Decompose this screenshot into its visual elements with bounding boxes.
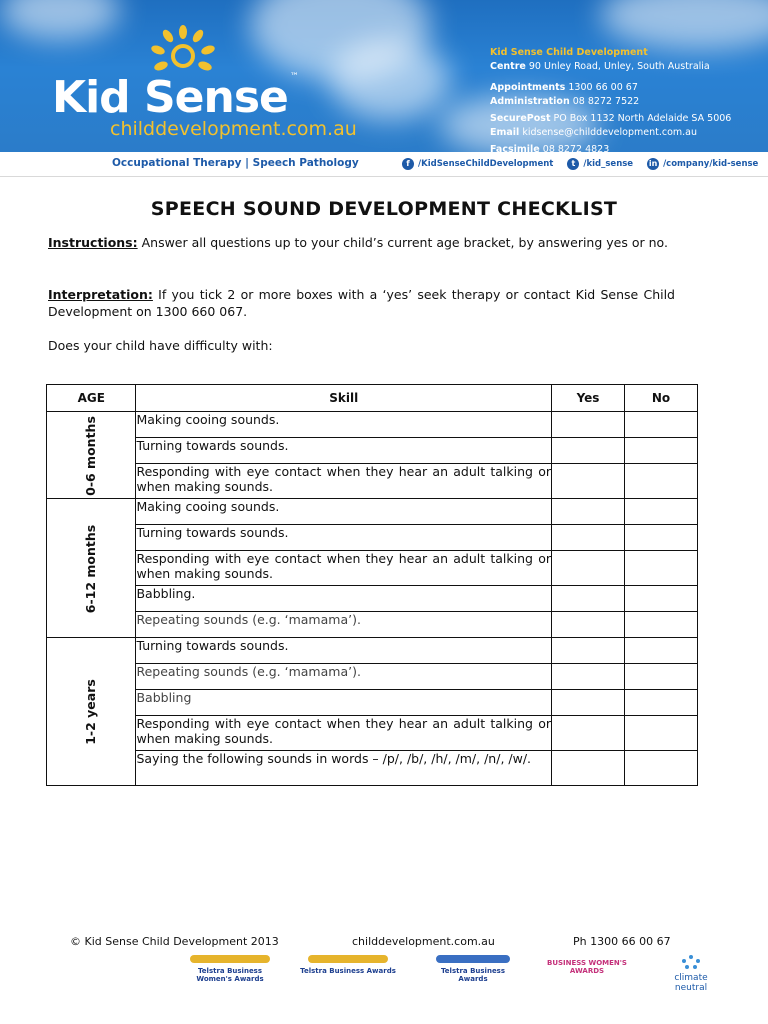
yes-checkbox-cell[interactable] [552, 612, 625, 638]
linkedin-link[interactable]: /company/kid-sense [663, 159, 759, 169]
skill-cell: Making cooing sounds. [136, 499, 552, 525]
skill-cell: Babbling [136, 690, 552, 716]
skill-cell: Responding with eye contact when they hear an adult talking or when making sounds. [136, 716, 552, 751]
checklist-table [46, 384, 698, 786]
no-checkbox-cell[interactable] [625, 612, 698, 638]
yes-checkbox-cell[interactable] [552, 438, 625, 464]
footer-website: childdevelopment.com.au [352, 935, 495, 948]
skill-cell: Saying the following sounds in words – /p/, /b/, /h/, /m/, /n/, /w/. [136, 751, 552, 786]
securepost-line: SecurePost PO Box 1132 North Adelaide SA 5006 [490, 113, 732, 124]
skill-cell: Repeating sounds (e.g. ‘mamama’). [136, 664, 552, 690]
skill-cell: Turning towards sounds. [136, 525, 552, 551]
yes-checkbox-cell[interactable] [552, 638, 625, 664]
cloud-decoration [0, 0, 120, 40]
header-banner [0, 0, 768, 152]
age-cell: 1-2 years [47, 638, 136, 786]
skill-cell: Repeating sounds (e.g. ‘mamama’). [136, 612, 552, 638]
contact-block [490, 46, 731, 152]
footer-copyright: © Kid Sense Child Development 2013 [70, 935, 279, 948]
question-text: Does your child have difficulty with: [48, 338, 273, 353]
services-label: Occupational Therapy | Speech Pathology [112, 157, 359, 169]
table-row [47, 716, 698, 751]
facsimile-line: Facsimile 08 8272 4823 [490, 144, 610, 152]
header-age: AGE [47, 385, 136, 412]
award-ribbon-icon [298, 953, 398, 965]
no-checkbox-cell[interactable] [625, 464, 698, 499]
yes-checkbox-cell[interactable] [552, 751, 625, 786]
cloud-decoration [600, 0, 768, 50]
yes-checkbox-cell[interactable] [552, 525, 625, 551]
no-checkbox-cell[interactable] [625, 551, 698, 586]
skill-cell: Turning towards sounds. [136, 438, 552, 464]
interpretation-paragraph: Interpretation: If you tick 2 or more boxes with a ‘yes’ seek therapy or contact Kid Sense Child Development on 1300 660 067. [48, 287, 675, 319]
no-checkbox-cell[interactable] [625, 412, 698, 438]
skill-cell: Making cooing sounds. [136, 412, 552, 438]
climate-dots-icon [676, 953, 706, 971]
header-skill: Skill [136, 385, 552, 412]
social-links [402, 158, 758, 170]
header-yes: Yes [552, 385, 625, 412]
administration-line: Administration 08 8272 7522 [490, 95, 640, 107]
table-row [47, 464, 698, 499]
yes-checkbox-cell[interactable] [552, 412, 625, 438]
yes-checkbox-cell[interactable] [552, 551, 625, 586]
logo-url: childdevelopment.com.au [110, 118, 357, 140]
award-logo: Telstra Business Women's Awards [180, 953, 280, 993]
award-logo: Telstra Business Awards [298, 953, 398, 993]
header-no: No [625, 385, 698, 412]
skill-cell: Babbling. [136, 586, 552, 612]
no-checkbox-cell[interactable] [625, 716, 698, 751]
table-row [47, 525, 698, 551]
skill-cell: Turning towards sounds. [136, 638, 552, 664]
table-header-row [47, 385, 698, 412]
award-ribbon-icon [428, 953, 518, 965]
facebook-icon: f [402, 158, 414, 170]
awards-row [180, 953, 720, 997]
cloud-decoration [330, 40, 450, 120]
table-row [47, 586, 698, 612]
no-checkbox-cell[interactable] [625, 438, 698, 464]
twitter-link[interactable]: /kid_sense [583, 159, 634, 169]
skill-cell: Responding with eye contact when they hear an adult talking or when making sounds. [136, 464, 552, 499]
no-checkbox-cell[interactable] [625, 586, 698, 612]
yes-checkbox-cell[interactable] [552, 690, 625, 716]
no-checkbox-cell[interactable] [625, 664, 698, 690]
no-checkbox-cell[interactable] [625, 638, 698, 664]
climate-neutral-logo: climate neutral [662, 953, 720, 993]
table-row [47, 499, 698, 525]
yes-checkbox-cell[interactable] [552, 499, 625, 525]
table-row [47, 690, 698, 716]
table-row [47, 612, 698, 638]
no-checkbox-cell[interactable] [625, 751, 698, 786]
table-row [47, 638, 698, 664]
no-checkbox-cell[interactable] [625, 690, 698, 716]
instructions-paragraph: Instructions: Answer all questions up to your child’s current age bracket, by answering yes or no. [48, 235, 668, 250]
yes-checkbox-cell[interactable] [552, 716, 625, 751]
appointments-line: Appointments 1300 66 00 67 [490, 82, 638, 93]
centre-line: Centre 90 Unley Road, Unley, South Australia [490, 60, 710, 72]
table-row [47, 751, 698, 786]
logo-wordmark: Kid Sense ™ [52, 72, 298, 123]
table-row [47, 438, 698, 464]
org-name: Kid Sense Child Development [490, 47, 648, 58]
twitter-icon: t [567, 158, 579, 170]
linkedin-icon: in [648, 159, 658, 168]
award-logo: Telstra Business Awards [428, 953, 518, 993]
skill-cell: Responding with eye contact when they hear an adult talking or when making sounds. [136, 551, 552, 586]
yes-checkbox-cell[interactable] [552, 586, 625, 612]
age-cell: 6-12 months [47, 499, 136, 638]
facebook-link[interactable]: /KidSenseChildDevelopment [418, 159, 554, 169]
award-ribbon-icon [180, 953, 280, 965]
no-checkbox-cell[interactable] [625, 525, 698, 551]
no-checkbox-cell[interactable] [625, 499, 698, 525]
table-row [47, 412, 698, 438]
yes-checkbox-cell[interactable] [552, 464, 625, 499]
email-line: Email kidsense@childdevelopment.com.au [490, 126, 698, 138]
page-title: SPEECH SOUND DEVELOPMENT CHECKLIST [150, 198, 618, 220]
award-logo: BUSINESS WOMEN'S AWARDS [547, 959, 627, 975]
footer-phone: Ph 1300 66 00 67 [573, 935, 671, 948]
age-cell: 0-6 months [47, 412, 136, 499]
yes-checkbox-cell[interactable] [552, 664, 625, 690]
table-row [47, 551, 698, 586]
table-row [47, 664, 698, 690]
